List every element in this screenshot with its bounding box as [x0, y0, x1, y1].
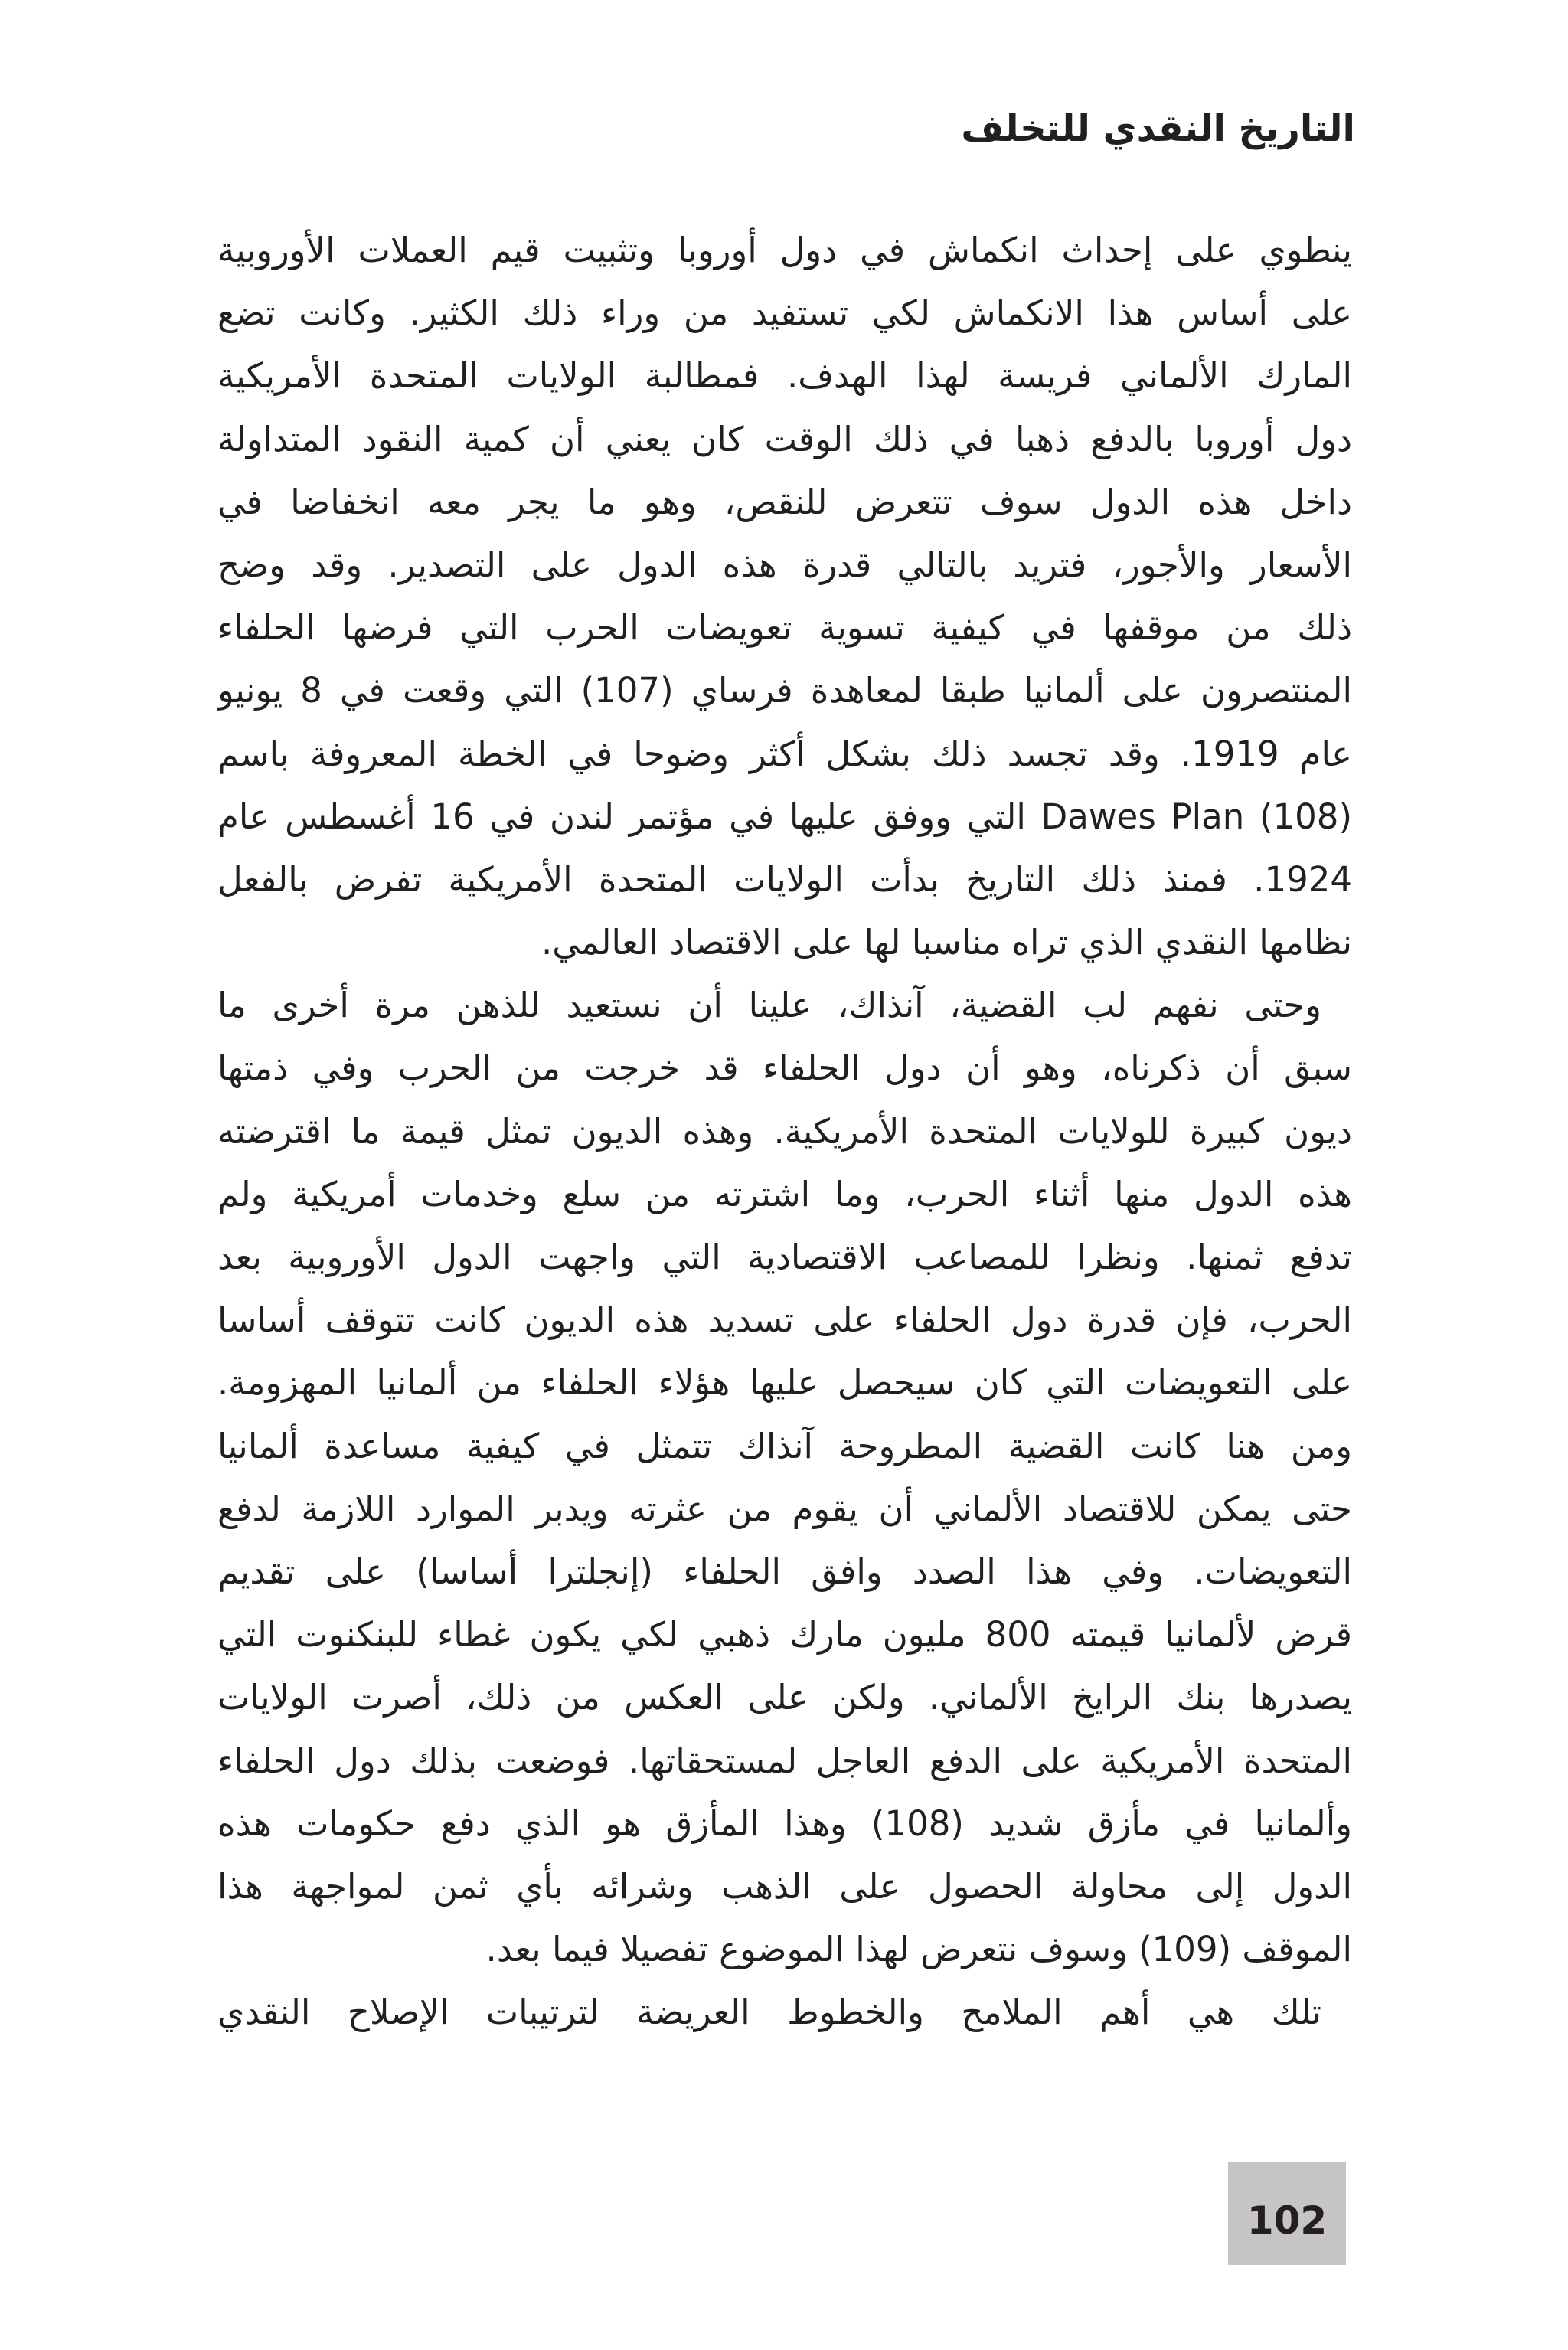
text-line: سبق أن ذكرناه، وهو أن دول الحلفاء قد خرجت من الحرب وفي ذمتها [217, 1048, 1352, 1089]
page-number: 102 [1246, 2198, 1328, 2243]
text-line: المتحدة الأمريكية على الدفع العاجل لمستحقاتها. فوضعت بذلك دول الحلفاء [217, 1740, 1352, 1781]
text-line: ومن هنا كانت القضية المطروحة آنذاك تتمثل في كيفية مساعدة ألمانيا [217, 1425, 1352, 1466]
text-line: وألمانيا في مأزق شديد (108) وهذا المأزق هو الذي دفع حكومات هذه [217, 1803, 1352, 1844]
running-header: التاريخ النقدي للتخلف [961, 107, 1355, 150]
text-line: الأسعار والأجور، فتريد بالتالي قدرة هذه الدول على التصدير. وقد وضح [217, 544, 1352, 585]
text-line: ديون كبيرة للولايات المتحدة الأمريكية. وهذه الديون تمثل قيمة ما اقترضته [217, 1110, 1352, 1152]
text-line: على أساس هذا الانكماش لكي تستفيد من وراء ذلك الكثير. وكانت تضع [217, 293, 1352, 334]
text-line: الحرب، فإن قدرة دول الحلفاء على تسديد هذه الديون كانت تتوقف أساسا [217, 1299, 1352, 1341]
text-line: وحتى نفهم لب القضية، آنذاك، علينا أن نستعيد للذهن مرة أخرى ما [217, 985, 1321, 1026]
text-line: المنتصرون على ألمانيا طبقا لمعاهدة فرساي (107) التي وقعت في 8 يونيو [217, 670, 1352, 711]
text-line: تدفع ثمنها. ونظرا للمصاعب الاقتصادية التي واجهت الدول الأوروبية بعد [217, 1237, 1352, 1277]
text-line: عام 1919. وقد تجسد ذلك بشكل أكثر وضوحا في الخطة المعروفة باسم [217, 733, 1352, 774]
page-number-box [1228, 2162, 1346, 2265]
text-line: ينطوي على إحداث انكماش في دول أوروبا وتثبيت قيم العملات الأوروبية [217, 230, 1352, 270]
text-line: يصدرها بنك الرايخ الألماني. ولكن على العكس من ذلك، أصرت الولايات [217, 1677, 1352, 1718]
text-line: حتى يمكن للاقتصاد الألماني أن يقوم من عثرته ويدبر الموارد اللازمة لدفع [217, 1488, 1352, 1529]
text-line: الدول إلى محاولة الحصول على الذهب وشرائه بأي ثمن لمواجهة هذا [217, 1865, 1352, 1907]
text-line: دول أوروبا بالدفع ذهبا في ذلك الوقت كان يعني أن كمية النقود المتداولة [217, 418, 1352, 459]
text-line: الموقف (109) وسوف نتعرض لهذا الموضوع تفصيلا فيما بعد. [485, 1929, 1352, 1970]
text-line: المارك الألماني فريسة لهذا الهدف. فمطالبة الولايات المتحدة الأمريكية [217, 355, 1352, 397]
text-line: التعويضات. وفي هذا الصدد وافق الحلفاء (إنجلترا أساسا) على تقديم [217, 1551, 1352, 1592]
text-line: على التعويضات التي كان سيحصل عليها هؤلاء الحلفاء من ألمانيا المهزومة. [217, 1362, 1352, 1404]
text-line: 1924. فمنذ ذلك التاريخ بدأت الولايات المتحدة الأمريكية تفرض بالفعل [217, 858, 1352, 900]
text-line: Dawes Plan (108) التي ووفق عليها في مؤتمر لندن في 16 أغسطس عام [217, 796, 1352, 837]
text-line: قرض لألمانيا قيمته 800 مليون مارك ذهبي لكي يكون غطاء للبنكنوت التي [217, 1614, 1352, 1655]
text-line: داخل هذه الدول سوف تتعرض للنقص، وهو ما يجر معه انخفاضا في [217, 481, 1352, 522]
body-text [217, 219, 1352, 2044]
text-line: نظامها النقدي الذي تراه مناسبا لها على الاقتصاد العالمي. [541, 922, 1352, 963]
text-line: تلك هي أهم الملامح والخطوط العريضة لترتيبات الإصلاح النقدي [217, 1992, 1321, 2033]
text-line: هذه الدول منها أثناء الحرب، وما اشترته من سلع وخدمات أمريكية ولم [217, 1173, 1352, 1214]
text-line: ذلك من موقفها في كيفية تسوية تعويضات الحرب التي فرضها الحلفاء [217, 607, 1352, 649]
